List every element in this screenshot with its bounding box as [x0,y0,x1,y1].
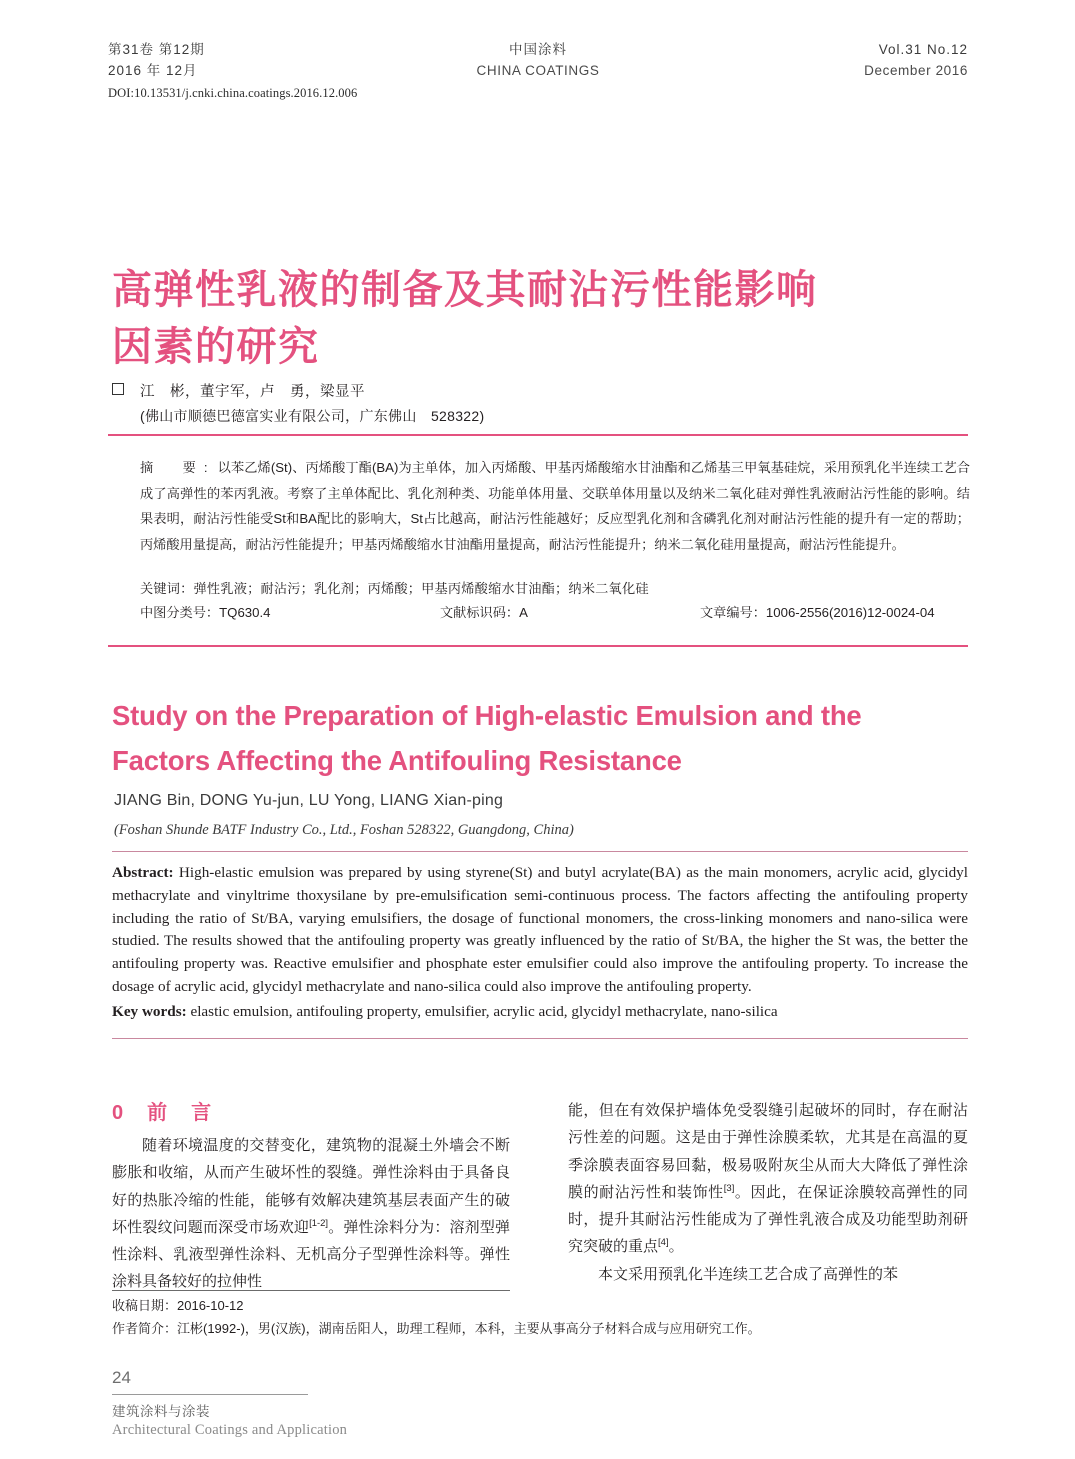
classification-codes [140,602,970,621]
page-title-cn-line1: 高弹性乳液的制备及其耐沾污性能影响 [112,268,818,312]
reference-marker-4: [4] [658,1237,669,1249]
affiliation-cn: (佛山市顺德巴德富实业有限公司，广东佛山 528322) [140,408,485,424]
page-title-en [112,694,972,784]
divider-thin-top [112,851,968,852]
keywords-en-text: elastic emulsion, antifouling property, emulsifier, acrylic acid, glycidyl methacrylate, nano-silica [186,1002,778,1020]
authors-cn-text: 江 彬，董宇军，卢 勇，梁显平 [140,384,365,400]
page-header [108,40,968,82]
body-right-para1-tail2: 。 [668,1238,684,1256]
page-title-cn-line2: 因素的研究 [112,324,320,369]
footnotes [112,1295,972,1341]
body-column-left [112,1132,510,1296]
keywords-en-label: Key words: [112,1002,187,1020]
footer-column-en: Architectural Coatings and Application [112,1422,348,1438]
author-bio: 作者简介：江彬(1992-)，男(汉族)，湖南岳阳人，助理工程师，本科，主要从事高分子材料合成与应用研究工作。 [112,1320,761,1336]
body-right-para1-tail: 。因此，在保证涂膜较高弹性的同时，提升其耐沾污性能成为了弹性乳液合成及功能型助剂研究突破的重点 [568,1183,968,1256]
page-title-en-line2: Factors Affecting the Antifouling Resistance [112,744,682,776]
header-right [718,40,968,82]
header-date-en: December 2016 [864,62,968,78]
article-number: 文章编号：1006-2556(2016)12-0024-04 [700,605,935,620]
header-left [108,40,358,82]
abstract-cn-text: 以苯乙烯(St)、丙烯酸丁酯(BA)为主单体，加入丙烯酸、甲基丙烯酸缩水甘油酯和乙烯基三甲氧基硅烷，采用预乳化半连续工艺合成了高弹性的苯丙乳液。考察了主单体配比、乳化剂种类、功能单体用量、交联单体用量以及纳米二氧化硅对弹性乳液耐沾污性能的影响。结果表明，耐沾污性能受St和BA配比的影响大，St占比越高，耐沾污性能越好；反应型乳化剂和含磷乳化剂对耐沾污性能的提升有一定的帮助；丙烯酸用量提高，耐沾污性能提升；甲基丙烯酸缩水甘油酯用量提高，耐沾污性能提升；纳米二氧化硅用量提高，耐沾污性能提升。 [140,460,970,553]
document-code: 文献标识码：A [440,605,528,620]
footer-column-cn: 建筑涂料与涂装 [112,1404,210,1419]
page-title-cn [112,262,972,376]
body-left-para1-tail: 。弹性涂料分为：溶剂型弹性涂料、乳液型弹性涂料、无机高分子型弹性涂料等。弹性涂料具备较好的拉伸性 [112,1218,510,1291]
divider-pink-bottom [108,645,968,647]
body-column-right [568,1097,968,1288]
abstract-cn-label: 摘 要: [140,460,216,475]
authors-cn [112,380,972,401]
page-number: 24 [112,1368,131,1387]
body-right-para1-text: 能，但在有效保护墙体免受裂缝引起破坏的同时，存在耐沾污性差的问题。这是由于弹性涂膜柔软，尤其是在高温的夏季涂膜表面容易回黏，极易吸附灰尘从而大大降低了弹性涂膜的耐沾污性和装饰性 [568,1102,968,1201]
header-volume-cn: 第31卷 第12期 [108,42,205,57]
received-date: 收稿日期：2016-10-12 [112,1298,244,1313]
body-left-para1-text: 随着环境温度的交替变化，建筑物的混凝土外墙会不断膨胀和收缩，从而产生破坏性的裂缝。弹性涂料由于具备良好的热胀冷缩的性能，能够有效解决建筑基层表面产生的破坏性裂纹问题而深受市场欢迎 [112,1137,510,1236]
header-volume-en: Vol.31 No.12 [878,42,968,57]
header-date-cn: 2016 年 12月 [108,62,198,78]
abstract-cn [140,455,970,558]
body-right-paragraph-2: 本文采用预乳化半连续工艺合成了高弹性的苯 [598,1265,899,1283]
keywords-en [112,1001,968,1024]
footnote-divider [112,1290,510,1291]
clc-code: 中图分类号：TQ630.4 [140,605,271,620]
keywords-cn: 关键词：弹性乳液；耐沾污；乳化剂；丙烯酸；甲基丙烯酸缩水甘油酯；纳米二氧化硅 [140,581,649,596]
abstract-en-text: High-elastic emulsion was prepared by using styrene(St) and butyl acrylate(BA) as the main monomers, acrylic acid, glycidyl methacrylate and vinyltrime thoxysilane by pre-emulsification semi-continuous process. The factors affecting the antifouling property including the ratio of St/BA, varying emulsifiers, the dosage of functional monomers, the cross-linking monomers and nano-silica were studied. The results showed that the antifouling property was greatly influenced by the ratio of St/BA, the higher the St was, the better the antifouling property was. Reactive emulsifier and phosphate ester emulsifier could also improve the antifouling property. To increase the dosage of acrylic acid, glycidyl methacrylate and nano-silica could also improve the antifouling property. [112,864,968,995]
doi-text: DOI:10.13531/j.cnki.china.coatings.2016.12.006 [108,86,358,100]
body-left-paragraph-1 [112,1132,510,1296]
header-center [388,40,688,82]
abstract-en-label: Abstract: [112,864,174,881]
reference-marker-1: [1-2] [309,1217,329,1229]
affiliation-en: (Foshan Shunde BATF Industry Co., Ltd., Foshan 528322, Guangdong, China) [114,822,574,838]
footer-divider [112,1394,308,1395]
page-title-en-line1: Study on the Preparation of High-elastic Emulsion and the [112,700,862,731]
journal-title-cn: 中国涂料 [509,42,567,57]
abstract-en [112,862,968,1024]
divider-pink-top [108,434,968,436]
square-bullet-icon [112,383,124,395]
authors-en: JIANG Bin, DONG Yu-jun, LU Yong, LIANG Xian-ping [114,792,504,809]
journal-title-en: CHINA COATINGS [476,62,600,78]
section-heading-intro: 0 前 言 [112,1102,214,1124]
divider-thin-bottom [112,1038,968,1039]
reference-marker-3: [3] [723,1182,735,1194]
